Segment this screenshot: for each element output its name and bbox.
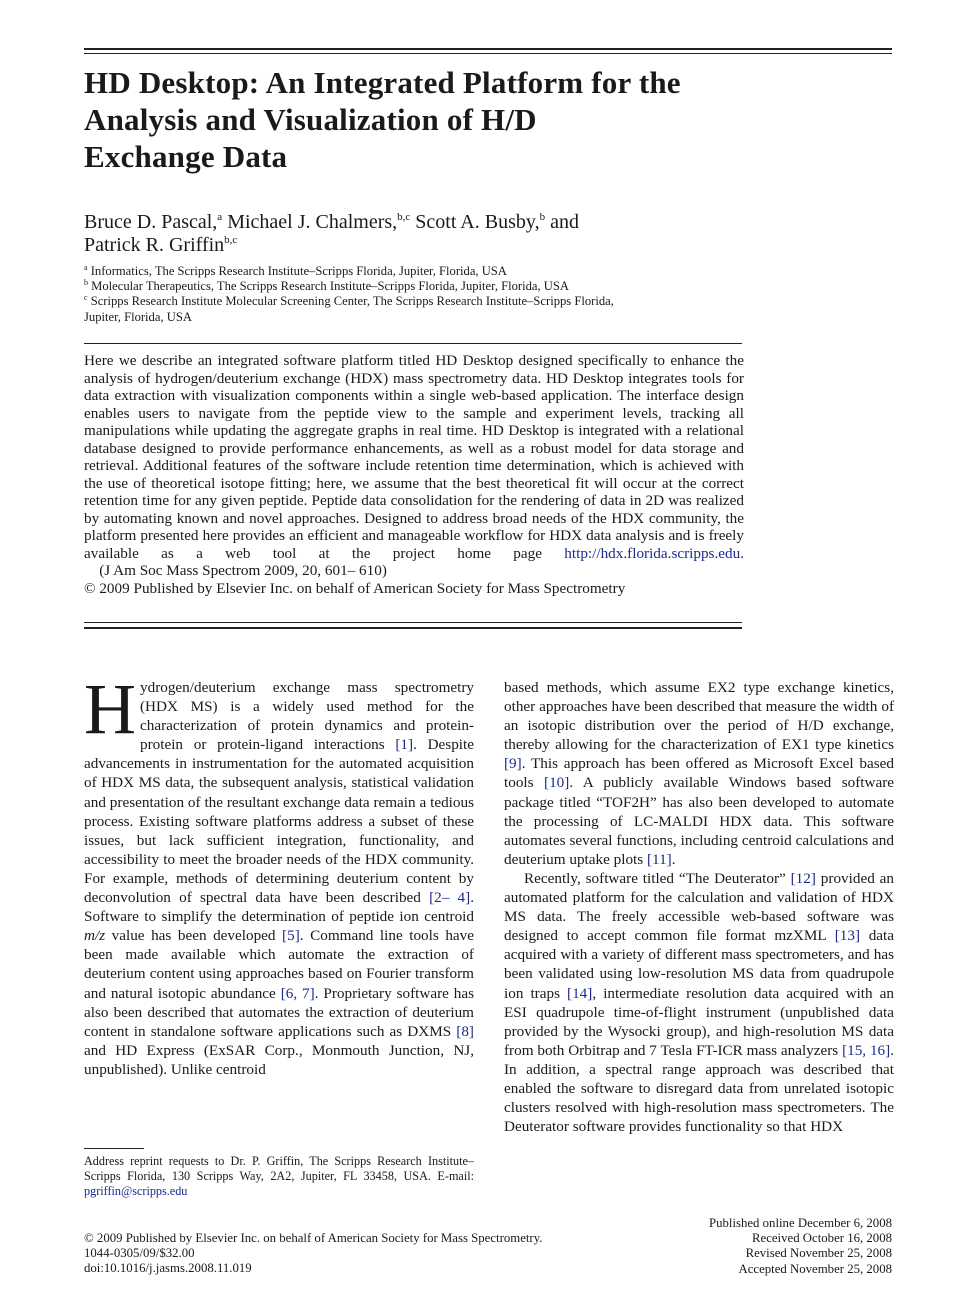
body-text: . Proprietary software has also been described that automates the extraction of deuterium content in standalone software applications such as DXMS: [84, 984, 475, 1040]
abstract-body: Here we describe an integrated software platform titled HD Desktop designed specifically to enhance the analysis of hydrogen/deuterium exchange (HDX) mass spectrometry data. HD Desktop integrates tools for data extraction with visualization components within a single web-based application. The interface design enables users to navigate from the peptide view to the sample and experiment levels, tracking all manipulations while updating the aggregate graphs in real time. HD Desktop is integrated with a relational database designed to provide performance enhancements, as well as a robust model for data storage and retrieval. Additional features of the software include retention time determination, which is achieved with the use of theoretical isotope fitting; here, we assume that the best theoretical fit will occur at the correct retention time for any given peptide. Peptide data consolidation for the rendering of data in 2D was realized by automating known and novel approaches. Designed to address broad needs of the HDX community, the platform presented here provides an efficient and manageable workflow for HDX data analysis and is freely available as a web tool at the project home page: [84, 352, 744, 562]
citation-ref[interactable]: [9]: [504, 755, 522, 773]
paragraph: [504, 678, 894, 869]
body-text: value has been developed: [105, 927, 283, 945]
title-line-3: Exchange Data: [84, 139, 288, 174]
email-link[interactable]: pgriffin@scripps.edu: [84, 1184, 188, 1198]
drop-cap: H: [84, 669, 136, 749]
body-text: based methods, which assume EX2 type exchange kinetics, other approaches have been described that measure the width of an isotopic distribution over the period of H/D exchange, thereby allowing for the characterization of EX1 type kinetics: [504, 679, 894, 754]
paragraph: [504, 869, 894, 1136]
citation-ref[interactable]: [13]: [834, 927, 861, 945]
author-name: Michael J. Chalmers,: [222, 211, 398, 233]
author-list: [84, 211, 724, 257]
author-affil-mark: b: [539, 211, 546, 223]
italic-term: m/z: [84, 927, 106, 945]
title-line-1: HD Desktop: An Integrated Platform for the: [84, 65, 681, 100]
body-text: . Software to simplify the determination of peptide ion centroid: [84, 889, 474, 926]
abstract: [84, 352, 744, 597]
body-text: provided an automated platform for the calculation and validation of HDX MS data. The freely accessible web-based software was designed to accept common file format mzXML: [504, 869, 894, 945]
footer-copyright: © 2009 Published by Elsevier Inc. on behalf of American Society for Mass Spectrometry.: [84, 1231, 543, 1245]
affil-text: Jupiter, Florida, USA: [84, 309, 192, 324]
citation-ref[interactable]: [14]: [567, 984, 593, 1002]
body-text: ydrogen/deuterium exchange mass spectrometry (HDX MS) is a widely used method for the characterization of protein dynamics and protein-protein or protein-ligand interactions: [140, 679, 474, 754]
affil-text: Molecular Therapeutics, The Scripps Research Institute–Scripps Florida, Jupiter, Florida, USA: [88, 279, 569, 294]
body-text: . In addition, a spectral range approach was described that enabled the software to disregard data from unrelated isotopic clusters resolved with high-resolution mass spectrometers. The Deuterator software provides functionality so that HDX: [504, 1041, 894, 1136]
date-accepted: Accepted November 25, 2008: [738, 1261, 892, 1276]
affiliations: [84, 264, 724, 325]
top-rule-thin: [84, 53, 892, 54]
body-text: . This approach has been offered as Microsoft Excel based tools: [504, 755, 894, 792]
body-column-left: [84, 669, 475, 1079]
citation-ref[interactable]: [5]: [282, 927, 300, 945]
abstract-bottom-rule-thin: [84, 622, 742, 623]
body-text: . Despite advancements in instrumentation for the automated acquisition of HDX MS data, the subsequent analysis, statistical validation and presentation of the resultant exchange data remain a tedious process. Existing software platforms address a subset of these issues, but lack sufficient integration, functionality, and accessibility to meet the broader needs of the HDX community. For example, methods of determining deuterium content by deconvolution of spectral data have been described: [84, 736, 474, 907]
affil-text: Informatics, The Scripps Research Institute–Scripps Florida, Jupiter, Florida, USA: [87, 264, 507, 278]
abstract-copyright: © 2009 Published by Elsevier Inc. on behalf of American Society for Mass Spectrometry: [84, 579, 626, 597]
citation-ref[interactable]: [10]: [544, 774, 570, 792]
author-affil-mark: b,c: [397, 211, 411, 223]
footer-doi: doi:10.1016/j.jasms.2008.11.019: [84, 1261, 252, 1276]
author-affil-mark: b,c: [224, 234, 238, 246]
affil-mark: c: [84, 293, 88, 303]
project-url-link[interactable]: http://hdx.florida.scripps.edu: [564, 544, 741, 562]
date-revised: Revised November 25, 2008: [745, 1246, 892, 1261]
abstract-citation: (J Am Soc Mass Spectrom 2009, 20, 601– 610): [84, 562, 387, 579]
footer-issn-price: 1044-0305/09/$32.00: [84, 1246, 195, 1261]
citation-ref[interactable]: [11]: [646, 850, 672, 868]
abstract-top-rule: [84, 343, 742, 344]
footer-publication-info: [84, 1231, 644, 1277]
affiliation-line: [84, 294, 724, 309]
article-title: [84, 64, 844, 175]
citation-ref[interactable]: [8]: [456, 1022, 474, 1040]
affil-mark: a: [84, 263, 88, 272]
citation-ref[interactable]: [12]: [790, 869, 816, 887]
title-line-2: Analysis and Visualization of H/D: [84, 102, 537, 137]
top-rule-thick: [84, 48, 892, 50]
abstract-bottom-rule-thick: [84, 627, 742, 629]
correspondence-footnote: [84, 1154, 474, 1199]
abstract-url-period: .: [740, 544, 744, 562]
citation-ref[interactable]: [1]: [395, 736, 414, 754]
affiliation-line: [84, 310, 724, 325]
affiliation-line: [84, 279, 724, 294]
body-text: and HD Express (ExSAR Corp., Monmouth Junction, NJ, unpublished). Unlike centroid: [84, 1041, 474, 1078]
author-affil-mark: a: [217, 211, 223, 223]
footnote-rule: [84, 1148, 144, 1149]
citation-ref[interactable]: [6, 7]: [280, 984, 315, 1002]
author-conjunction: and: [545, 211, 579, 233]
body-text: . Command line tools have been made available which automate the extraction of deuterium content using approaches based on Fourier transform and natural isotopic abundance: [84, 927, 474, 1002]
footer-dates: [592, 1216, 892, 1277]
author-name: Scott A. Busby,: [410, 211, 540, 233]
body-text: .: [671, 850, 676, 868]
date-published-online: Published online December 6, 2008: [708, 1216, 892, 1230]
body-text: , intermediate resolution data acquired with an ESI quadrupole time-of-flight instrument (unpublished data provided by the Wysocki group), and high-resolution MS data from both Orbitrap and 7 Tesla FT-ICR mass analyzers: [504, 984, 894, 1059]
citation-ref[interactable]: [15, 16]: [842, 1041, 891, 1059]
body-column-right: [504, 678, 894, 1136]
citation-ref[interactable]: [2– 4]: [429, 889, 471, 907]
author-name: Patrick R. Griffin: [84, 234, 225, 256]
body-text: Recently, software titled “The Deuterator”: [524, 869, 791, 887]
author-name: Bruce D. Pascal,: [84, 211, 218, 233]
affil-mark: b: [84, 278, 88, 288]
paragraph: [84, 669, 475, 1079]
affil-text: Scripps Research Institute Molecular Screening Center, The Scripps Research Institute–Scripps Florida,: [87, 294, 614, 309]
affiliation-line: [84, 264, 724, 279]
date-received: Received October 16, 2008: [751, 1231, 892, 1246]
body-text: data acquired with a variety of different mass spectrometers, and has been validated using low-resolution MS data from quadrupole ion traps: [504, 927, 895, 1002]
body-text: . A publicly available Windows based software package titled “TOF2H” has also been developed to automate the processing of LC-MALDI HDX data. This software automates several functions, including centroid calculations and deuterium uptake plots: [504, 774, 894, 868]
footnote-text: Address reprint requests to Dr. P. Griffin, The Scripps Research Institute–Scripps Florida, 130 Scripps Way, 2A2, Jupiter, FL 33458, USA. E-mail:: [84, 1154, 474, 1183]
